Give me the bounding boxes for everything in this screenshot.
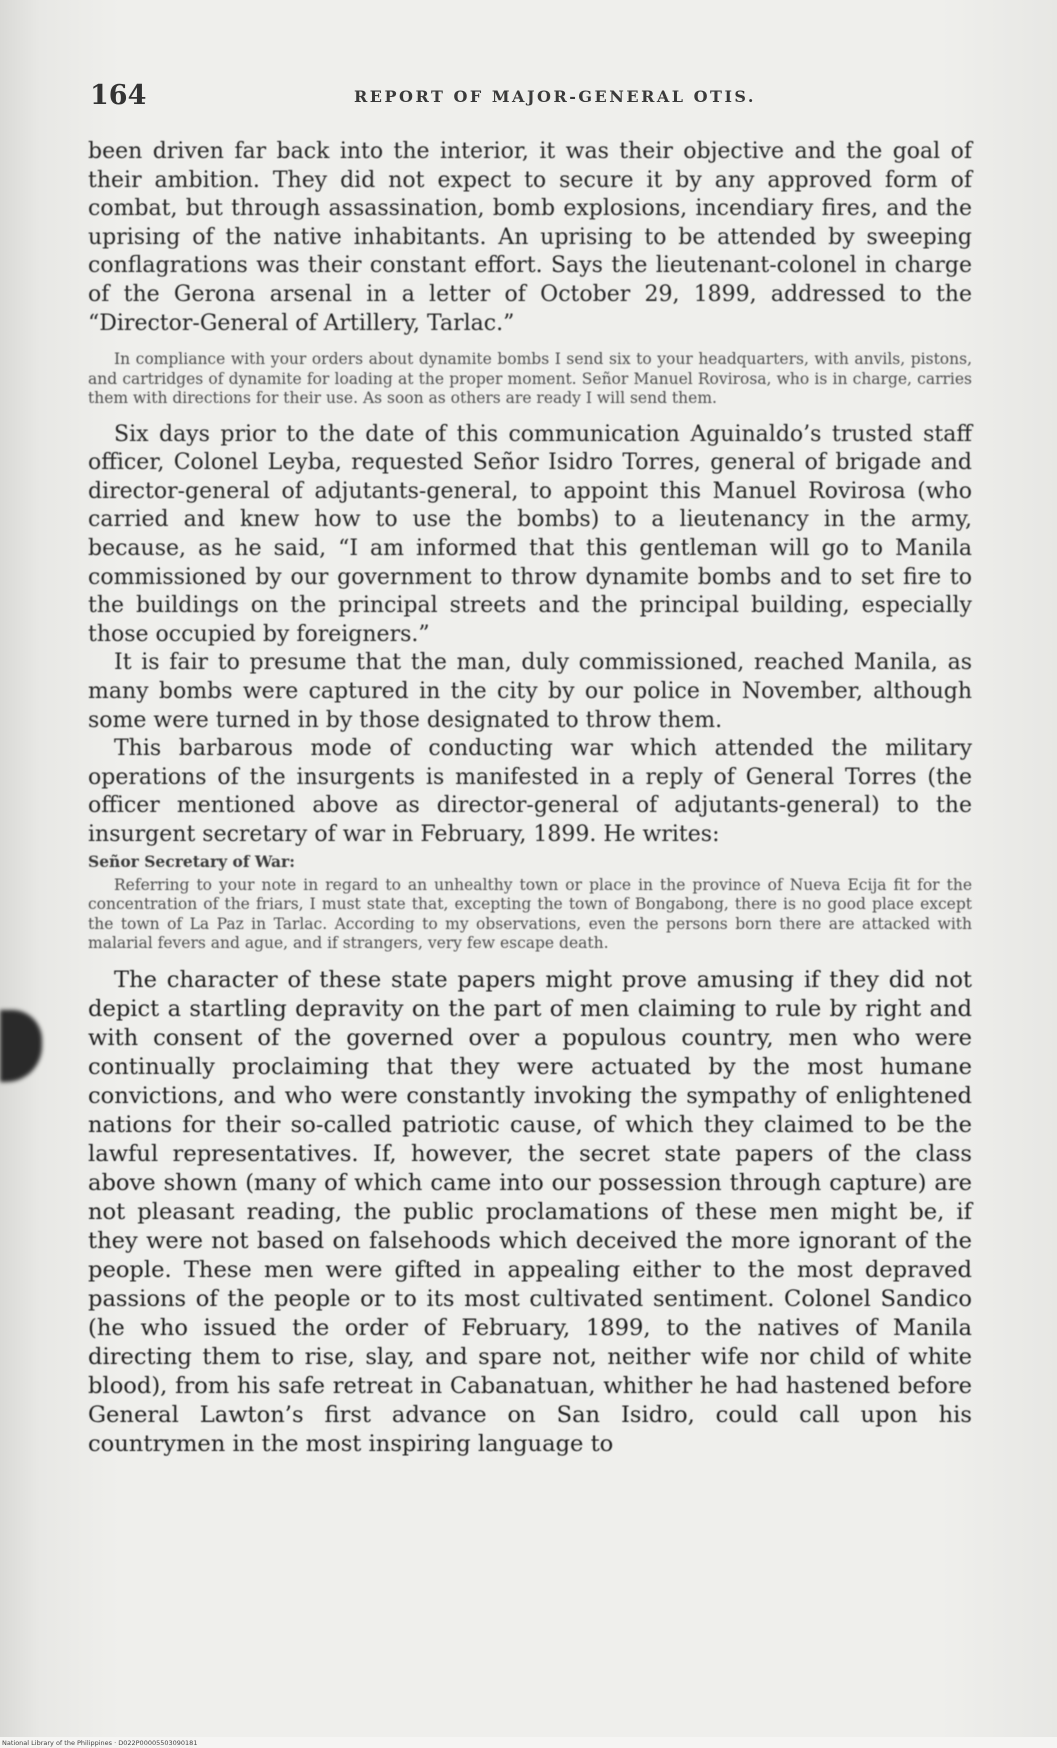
body-text (88, 138, 972, 1459)
footer-strip (0, 1737, 1057, 1748)
running-head: REPORT OF MAJOR-GENERAL OTIS. (354, 87, 756, 106)
scan-artifact (0, 1010, 42, 1082)
page-number: 164 (90, 80, 147, 111)
paragraph-3: It is fair to presume that the man, duly commissioned, reached Manila, as many bombs were captured in the city by our police in November, although some were turned in by those designated to throw them. (88, 650, 972, 733)
footer-attribution: National Library of the Philippines · D022P00005503090181 (2, 1739, 198, 1747)
paragraph-1: been driven far back into the interior, it was their objective and the goal of their ambition. They did not expect to secure it by any approved form of combat, but through assassination, bomb explosions, incendiary fires, and the uprising of the native inhabitants. An uprising to be attended by sweeping conflagrations was their constant effort. Says the lieutenant-colonel in charge of the Gerona arsenal in a letter of October 29, 1899, addressed to the “Director-General of Artillery, Tarlac.” (88, 139, 972, 336)
paragraph-2: Six days prior to the date of this communication Aguinaldo’s trusted staff officer, Colonel Leyba, requested Señor Isidro Torres, general of brigade and director-general of adjutants-general, to appoint this Manuel Rovirosa (who carried and knew how to use the bombs) to a lieutenancy in the army, because, as he said, “I am informed that this gentleman will go to Manila commissioned by our government to throw dynamite bombs and to set fire to the buildings on the principal streets and the principal building, especially those occupied by foreigners.” (88, 421, 972, 647)
paragraph-4: This barbarous mode of conducting war which attended the military operations of the insurgents is manifested in a reply of General Torres (the officer mentioned above as director-general of adjutants-general) to the insurgent secretary of war in February, 1899. He writes: (88, 736, 972, 847)
paragraph-5: The character of these state papers might prove amusing if they did not depict a startling depravity on the part of men claiming to rule by right and with consent of the governed over a populous country, men who were continually proclaiming that they were actuated by the most humane convictions, and who were constantly invoking the sympathy of enlightened nations for their so-called patriotic cause, of which they claimed to be the lawful representatives. If, however, the secret state papers of the class above shown (many of which came into our possession through capture) are not pleasant reading, the public proclamations of these men might be, if they were not based on falsehoods which deceived the more ignorant of the people. These men were gifted in appealing either to the most depraved passions of the people or to its most cultivated sentiment. Colonel Sandico (he who issued the order of February, 1899, to the natives of Manila directing them to rise, slay, and spare not, neither wife nor child of white blood), from his safe retreat in Cabanatuan, whither he had hastened before General Lawton’s first advance on San Isidro, could call upon his countrymen in the most inspiring language to (88, 966, 972, 1457)
block-quote-2: Referring to your note in regard to an unhealthy town or place in the province of Nueva Ecija fit for the concentration of the friars, I must state that, excepting the town of Bongabong, there is no good place except the town of La Paz in Tarlac. According to my observations, even the persons born there are attacked with malarial fevers and ague, and if strangers, very few escape death. (88, 875, 972, 953)
block-quote-1: In compliance with your orders about dynamite bombs I send six to your headquarters, with anvils, pistons, and cartridges of dynamite for loading at the proper moment. Señor Manuel Rovirosa, who is in charge, carries them with directions for their use. As soon as others are ready I will send them. (88, 350, 972, 408)
letter-salutation: Señor Secretary of War: (88, 851, 295, 871)
page-header (90, 80, 980, 114)
